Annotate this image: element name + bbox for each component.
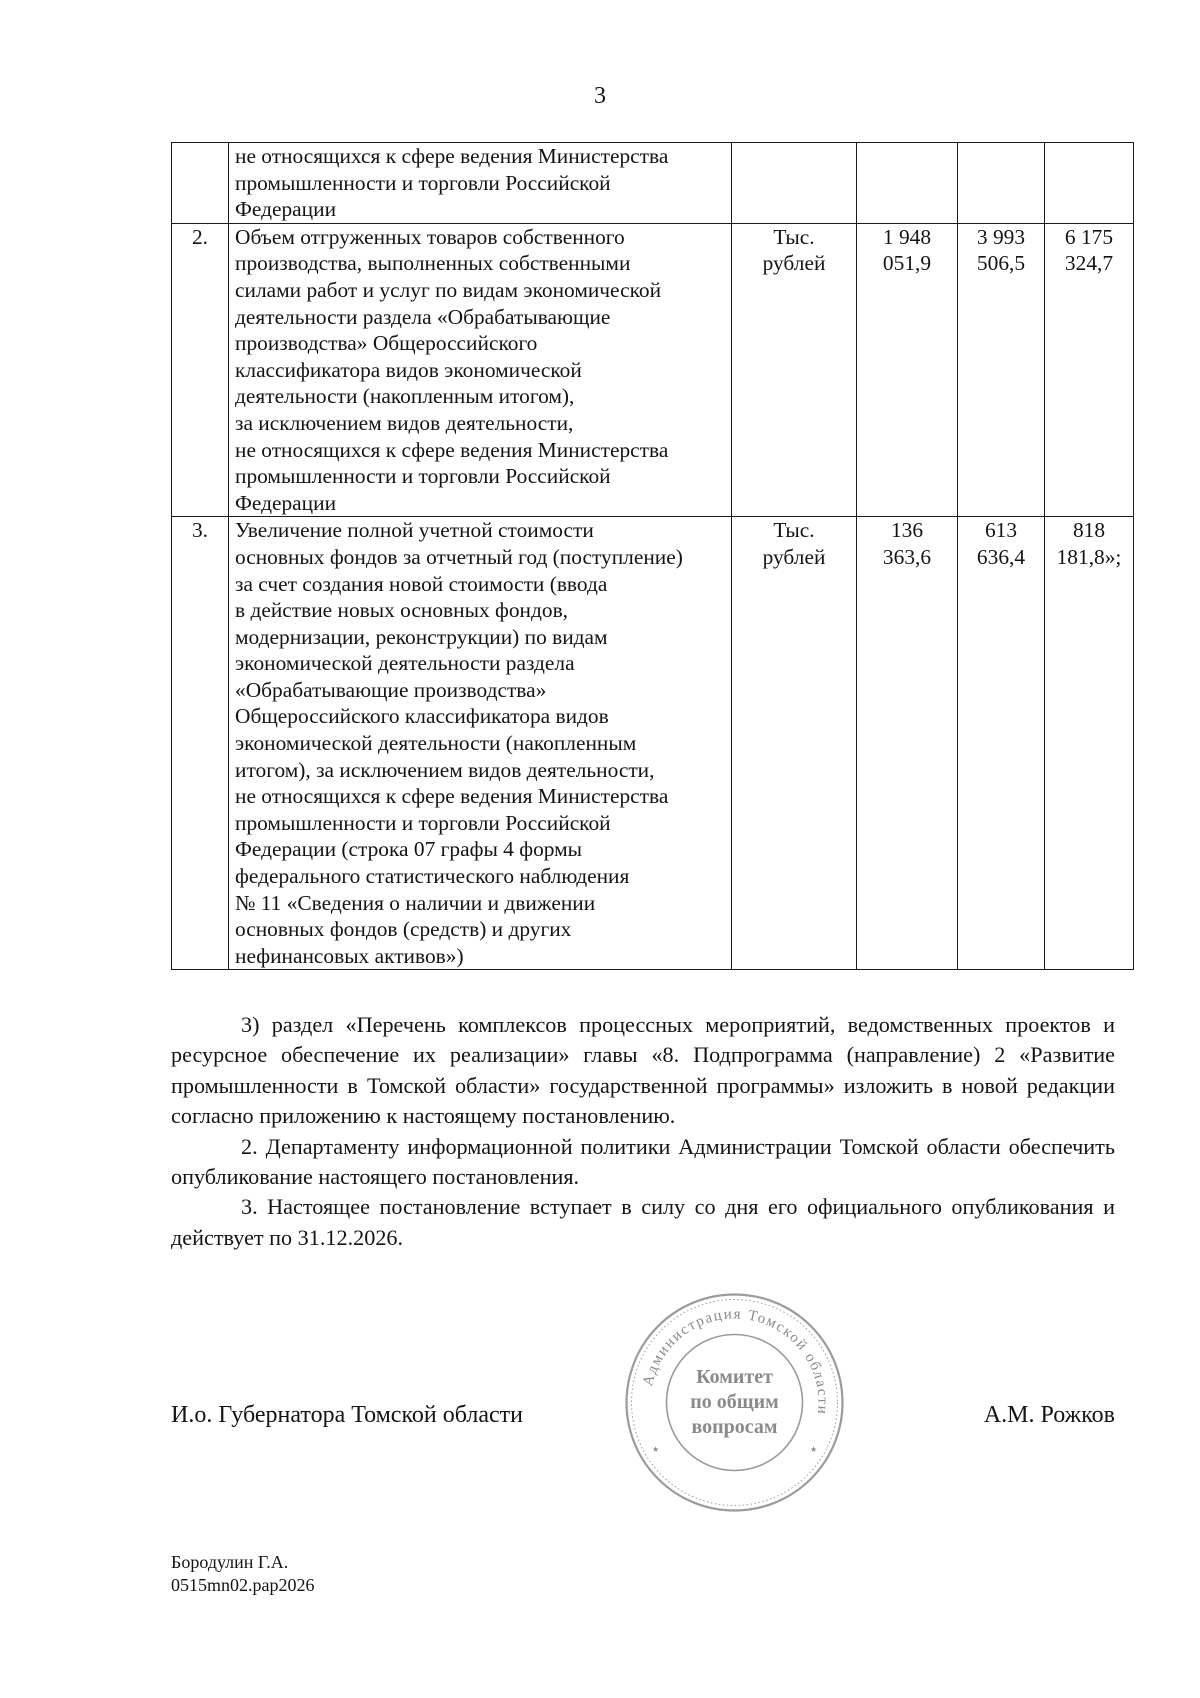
- cell-line: Тыс.: [773, 224, 815, 249]
- cell-line: 636,4: [976, 544, 1026, 569]
- cell-line: производства» Общероссийского: [235, 331, 538, 356]
- cell-line: 3 993: [976, 224, 1026, 249]
- indicator-name-cell: [229, 223, 732, 517]
- body-text: [171, 1010, 1115, 1253]
- cell-line: в действие новых основных фондов,: [235, 598, 569, 623]
- cell-line: модернизации, реконструкции) по видам: [235, 624, 608, 649]
- row-number-cell: [172, 143, 229, 224]
- stamp-center-line-2: по общим: [690, 1391, 779, 1413]
- cell-line: 363,6: [882, 544, 932, 569]
- indicators-table: [171, 142, 1134, 970]
- cell-line: рублей: [762, 251, 826, 276]
- cell-line: «Обрабатывающие производства»: [235, 677, 547, 702]
- row-number-cell: [172, 517, 229, 970]
- indicator-name-cell: [229, 517, 732, 970]
- cell-line: 6 175: [1064, 224, 1114, 249]
- executor-name: Бородулин Г.А.: [171, 1552, 289, 1572]
- table-row: [172, 143, 1134, 224]
- cell-line: деятельности (накопленным итогом),: [235, 384, 575, 409]
- paragraph-section-3: 3) раздел «Перечень комплексов процессных мероприятий, ведомственных проектов и ресурсное обеспечение их реализации» главы «8. Подпрограмма (направление) 2 «Развитие промышленности в Томской области» государственной программы» изложить в новой редакции согласно приложению к настоящему постановлению.: [171, 1012, 1115, 1129]
- footer: [171, 1551, 315, 1597]
- cell-line: Тыс.: [773, 518, 815, 543]
- value-2024-cell: [857, 223, 958, 517]
- cell-line: деятельности раздела «Обрабатывающие: [235, 304, 611, 329]
- table-row: [172, 517, 1134, 970]
- cell-line: 613: [984, 518, 1018, 543]
- value-2026-cell: [1045, 223, 1134, 517]
- signatory-name: А.М. Рожков: [983, 1402, 1115, 1428]
- cell-line: 1 948: [882, 224, 932, 249]
- file-code: 0515mn02.pap2026: [171, 1575, 315, 1595]
- value-2026-cell: [1045, 143, 1134, 224]
- unit-cell: [732, 223, 857, 517]
- paragraph-publication: 2. Департаменту информационной политики Администрации Томской области обеспечить опубликование настоящего постановления.: [171, 1133, 1115, 1190]
- stamp-center-line-1: Комитет: [696, 1366, 773, 1388]
- cell-line: классификатора видов экономической: [235, 357, 582, 382]
- official-stamp: [622, 1290, 847, 1515]
- indicator-name-cell: [229, 143, 732, 224]
- cell-line: за счет создания новой стоимости (ввода: [235, 571, 608, 596]
- cell-line: итогом), за исключением видов деятельности,: [235, 757, 655, 782]
- cell-line: не относящихся к сфере ведения Министерства: [235, 437, 669, 462]
- cell-line: Увеличение полной учетной стоимости: [235, 518, 594, 543]
- value-2025-cell: [958, 223, 1045, 517]
- paragraph-entry-into-force: 3. Настоящее постановление вступает в силу со дня его официального опубликования и действует по 31.12.2026.: [171, 1194, 1115, 1250]
- cell-line: 324,7: [1064, 251, 1114, 276]
- stamp-star-icon: ★: [810, 1445, 818, 1454]
- value-2024-cell: [857, 143, 958, 224]
- cell-line: 136: [890, 518, 924, 543]
- cell-line: 181,8»;: [1056, 544, 1122, 569]
- value-2025-cell: [958, 143, 1045, 224]
- cell-line: № 11 «Сведения о наличии и движении: [235, 890, 596, 915]
- cell-line: силами работ и услуг по видам экономической: [235, 277, 662, 302]
- cell-line: 818: [1072, 518, 1106, 543]
- cell-line: Объем отгруженных товаров собственного: [235, 224, 625, 249]
- value-2025-cell: [958, 517, 1045, 970]
- cell-line: 506,5: [976, 251, 1026, 276]
- cell-line: не относящихся к сфере ведения Министерства: [235, 144, 669, 168]
- cell-line: Федерации: [235, 197, 337, 222]
- cell-line: Федерации (строка 07 графы 4 формы: [235, 837, 583, 862]
- indicators-table-body: [172, 143, 1134, 970]
- row-number: 3.: [191, 518, 209, 543]
- value-2024-cell: [857, 517, 958, 970]
- unit-cell: [732, 143, 857, 224]
- cell-line: основных фондов (средств) и других: [235, 917, 572, 942]
- cell-line: экономической деятельности раздела: [235, 651, 575, 676]
- cell-line: Федерации: [235, 490, 337, 515]
- cell-line: рублей: [762, 544, 826, 569]
- cell-line: промышленности и торговли Российской: [235, 464, 611, 489]
- signatory-title: И.о. Губернатора Томской области: [171, 1402, 523, 1428]
- stamp-center-line-3: вопросам: [691, 1416, 778, 1438]
- stamp-star-icon: ★: [652, 1445, 660, 1454]
- row-number: 2.: [191, 224, 209, 249]
- cell-line: федерального статистического наблюдения: [235, 864, 630, 889]
- stamp-ring-text: Администрация Томской области: [640, 1306, 831, 1417]
- row-number-cell: [172, 223, 229, 517]
- table-row: [172, 223, 1134, 517]
- cell-line: основных фондов за отчетный год (поступление): [235, 544, 683, 569]
- cell-line: производства, выполненных собственными: [235, 251, 631, 276]
- cell-line: 051,9: [882, 251, 932, 276]
- cell-line: промышленности и торговли Российской: [235, 810, 611, 835]
- value-2026-cell: [1045, 517, 1134, 970]
- cell-line: промышленности и торговли Российской: [235, 170, 611, 195]
- unit-cell: [732, 517, 857, 970]
- cell-line: Общероссийского классификатора видов: [235, 704, 609, 729]
- cell-line: не относящихся к сфере ведения Министерства: [235, 784, 669, 809]
- cell-line: за исключением видов деятельности,: [235, 410, 574, 435]
- page-number: 3: [594, 83, 606, 109]
- cell-line: нефинансовых активов»): [235, 943, 464, 968]
- cell-line: экономической деятельности (накопленным: [235, 731, 637, 756]
